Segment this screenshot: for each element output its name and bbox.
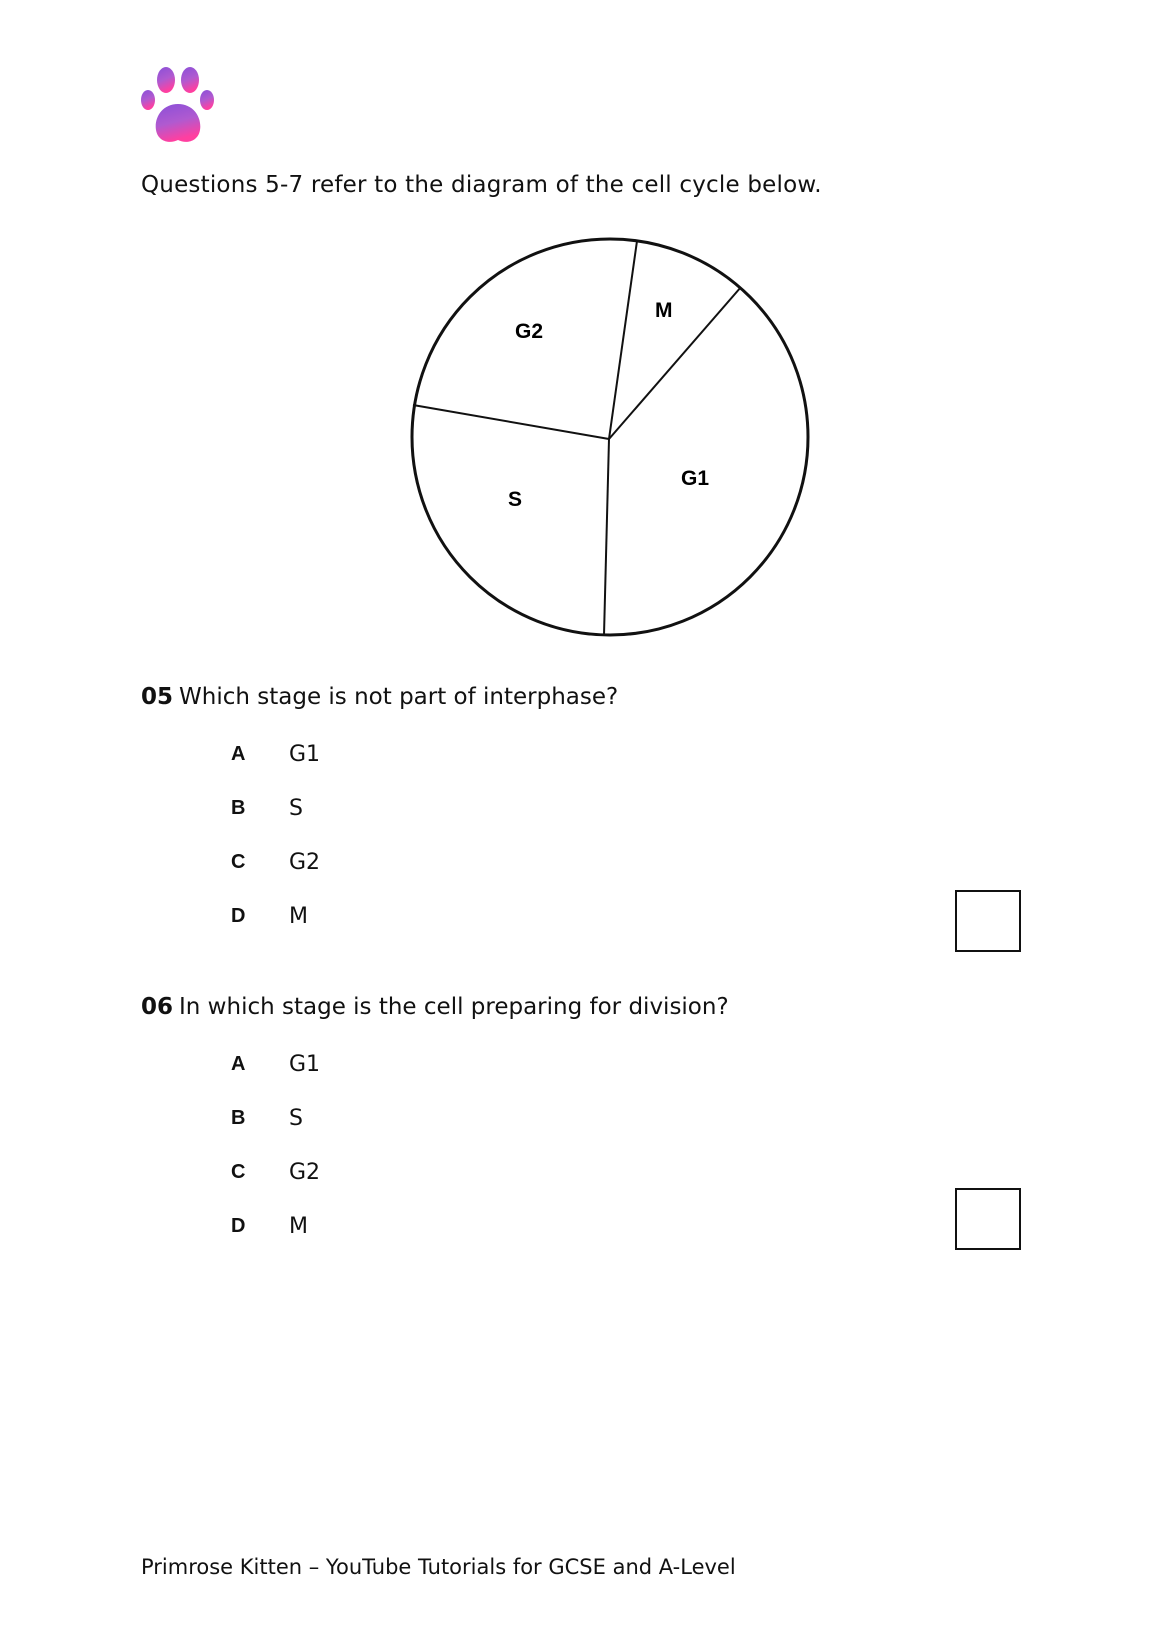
option-text: M xyxy=(289,903,308,929)
question-06-title xyxy=(141,994,729,1020)
question-06-option-c xyxy=(231,1157,320,1187)
option-letter: A xyxy=(231,742,246,765)
question-05-title xyxy=(141,684,618,710)
question-05-option-c xyxy=(231,847,320,877)
question-number: 05 xyxy=(141,684,174,710)
option-letter: B xyxy=(231,796,246,819)
paw-print-icon xyxy=(140,66,216,148)
question-06-option-d xyxy=(231,1211,308,1241)
intro-text: Questions 5-7 refer to the diagram of the cell cycle below. xyxy=(141,172,822,198)
question-06-answer-box[interactable] xyxy=(955,1188,1021,1250)
option-letter: C xyxy=(231,850,246,873)
cell-cycle-diagram xyxy=(405,232,815,642)
divider-s-g1 xyxy=(604,439,609,635)
option-letter: D xyxy=(231,904,246,927)
question-06-option-b xyxy=(231,1103,303,1133)
question-text: In which stage is the cell preparing for division? xyxy=(179,994,729,1020)
option-text: G2 xyxy=(289,1159,321,1185)
question-05-option-b xyxy=(231,793,303,823)
divider-g2-s xyxy=(413,405,609,439)
option-text: G1 xyxy=(289,741,321,767)
page-footer: Primrose Kitten – YouTube Tutorials for GCSE and A-Level xyxy=(141,1555,736,1579)
option-letter: A xyxy=(231,1052,246,1075)
option-letter: C xyxy=(231,1160,246,1183)
divider-m-g2 xyxy=(609,241,637,439)
label-g2: G2 xyxy=(515,320,544,343)
option-text: S xyxy=(289,795,303,821)
option-text: G1 xyxy=(289,1051,321,1077)
label-s: S xyxy=(508,488,523,511)
option-letter: D xyxy=(231,1214,246,1237)
option-text: G2 xyxy=(289,849,321,875)
question-05-answer-box[interactable] xyxy=(955,890,1021,952)
divider-m-g1 xyxy=(609,287,741,439)
option-letter: B xyxy=(231,1106,246,1129)
question-number: 06 xyxy=(141,994,174,1020)
question-06-option-a xyxy=(231,1049,320,1079)
question-text: Which stage is not part of interphase? xyxy=(179,684,619,710)
option-text: M xyxy=(289,1213,308,1239)
question-05-option-a xyxy=(231,739,320,769)
label-m: M xyxy=(655,299,673,322)
option-text: S xyxy=(289,1105,303,1131)
question-05-option-d xyxy=(231,901,308,931)
label-g1: G1 xyxy=(681,467,710,490)
